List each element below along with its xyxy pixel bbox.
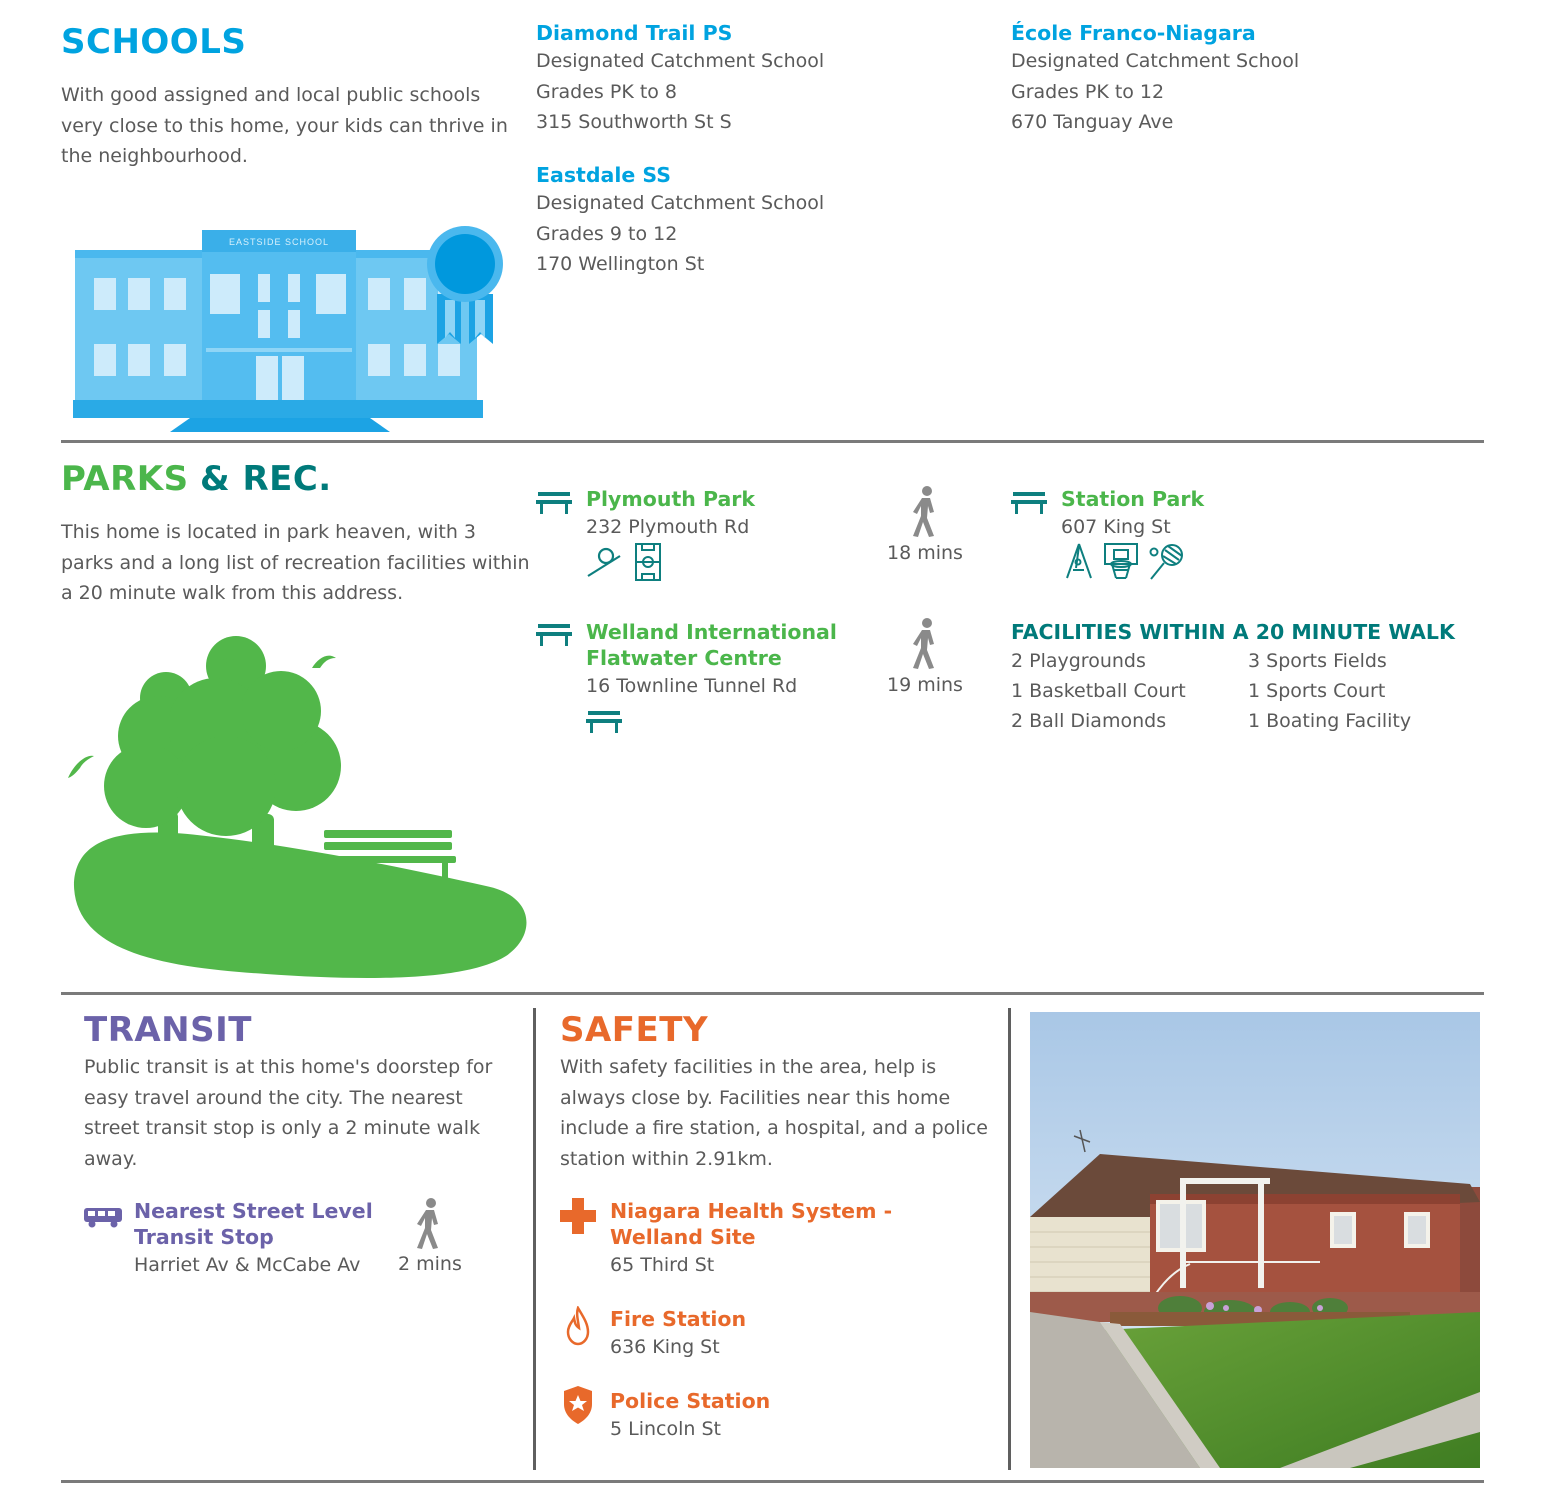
safety-description: With safety facilities in the area, help is always close by. Facilities near this home include a fire station, a hospital, and a police station within 2.91km. <box>560 1056 989 1170</box>
safety-address: 636 King St <box>610 1336 720 1358</box>
school-grades: Grades 9 to 12 <box>536 222 678 245</box>
school-item <box>536 20 824 138</box>
walk-time: 19 mins <box>887 674 963 696</box>
walking-person-icon <box>414 1198 446 1250</box>
house-photo <box>1030 1012 1480 1468</box>
sports-field-icon <box>634 542 662 582</box>
facility-item: 1 Basketball Court <box>1011 680 1186 702</box>
parks-title-part1: PARKS <box>61 459 189 499</box>
safety-name-line1: Niagara Health System - <box>610 1199 893 1223</box>
safety-name-line2: Welland Site <box>610 1225 756 1249</box>
facility-item: 3 Sports Fields <box>1248 650 1387 672</box>
park-item <box>586 486 755 543</box>
tennis-racket-icon <box>1148 542 1186 582</box>
park-name: Station Park <box>1061 487 1205 511</box>
parks-title <box>61 459 332 499</box>
safety-name: Police Station <box>610 1389 771 1413</box>
school-type: Designated Catchment School <box>536 192 825 214</box>
safety-address: 65 Third St <box>610 1254 715 1276</box>
walk-time: 2 mins <box>398 1253 462 1275</box>
school-item <box>536 162 824 280</box>
park-address: 232 Plymouth Rd <box>586 516 750 538</box>
facility-item: 1 Sports Court <box>1248 680 1386 702</box>
bench-icon <box>586 709 622 735</box>
facility-item: 2 Ball Diamonds <box>1011 710 1167 732</box>
park-illustration <box>66 636 532 982</box>
walking-person-icon <box>910 486 942 538</box>
facilities-title: FACILITIES WITHIN A 20 MINUTE WALK <box>1011 620 1455 644</box>
transit-stop-name-line1: Nearest Street Level <box>134 1199 373 1223</box>
facility-item: 1 Boating Facility <box>1248 710 1412 732</box>
schools-description: With good assigned and local public schools very close to this home, your kids can thrive in the neighbourhood. <box>61 84 508 167</box>
school-address: 170 Wellington St <box>536 253 705 275</box>
basketball-hoop-icon <box>1102 542 1140 580</box>
section-divider <box>61 1480 1484 1483</box>
park-name: Plymouth Park <box>586 487 756 511</box>
walking-person-icon <box>910 618 942 670</box>
bench-icon <box>1011 490 1047 516</box>
bench-icon <box>536 622 572 648</box>
school-address: 315 Southworth St S <box>536 111 732 133</box>
park-name-line2: Flatwater Centre <box>586 646 782 670</box>
safety-address: 5 Lincoln St <box>610 1418 721 1440</box>
bus-icon <box>84 1206 122 1228</box>
parks-title-part2: & REC. <box>199 459 332 499</box>
transit-title: TRANSIT <box>84 1010 252 1050</box>
transit-stop-address: Harriet Av & McCabe Av <box>134 1254 361 1276</box>
facilities-list <box>1011 646 1485 736</box>
school-name: Eastdale SS <box>536 163 672 187</box>
park-item <box>586 619 837 702</box>
school-item <box>1011 20 1299 138</box>
walk-time: 18 mins <box>887 542 963 564</box>
school-sign-text: EASTSIDE SCHOOL <box>228 237 330 247</box>
school-type: Designated Catchment School <box>1011 50 1300 72</box>
medical-cross-icon <box>560 1198 596 1234</box>
bench-icon <box>536 490 572 516</box>
safety-item <box>610 1198 892 1281</box>
baseball-bat-icon <box>586 544 624 580</box>
schools-title: SCHOOLS <box>61 22 247 62</box>
school-name: École Franco-Niagara <box>1011 21 1256 45</box>
column-divider <box>533 1008 536 1470</box>
transit-stop <box>134 1198 373 1281</box>
safety-item <box>610 1388 770 1445</box>
park-name-line1: Welland International <box>586 620 837 644</box>
park-item <box>1061 486 1204 543</box>
safety-item <box>610 1306 746 1363</box>
column-divider <box>1008 1008 1011 1470</box>
safety-name: Fire Station <box>610 1307 747 1331</box>
school-grades: Grades PK to 12 <box>1011 80 1165 103</box>
facility-item: 2 Playgrounds <box>1011 650 1146 672</box>
transit-description: Public transit is at this home's doorstep for easy travel around the city. The nearest street transit stop is only a 2 minute walk away. <box>84 1056 493 1170</box>
playground-swing-icon <box>1064 542 1094 580</box>
school-grades: Grades PK to 8 <box>536 80 678 103</box>
section-divider <box>61 440 1484 443</box>
police-badge-icon <box>564 1386 592 1424</box>
flame-icon <box>566 1306 590 1346</box>
school-illustration <box>70 212 520 434</box>
park-address: 16 Townline Tunnel Rd <box>586 675 798 697</box>
safety-title: SAFETY <box>560 1010 709 1050</box>
school-name: Diamond Trail PS <box>536 21 733 45</box>
park-address: 607 King St <box>1061 516 1171 538</box>
school-address: 670 Tanguay Ave <box>1011 111 1174 133</box>
transit-stop-name-line2: Transit Stop <box>134 1225 274 1249</box>
school-type: Designated Catchment School <box>536 50 825 72</box>
parks-description: This home is located in park heaven, with 3 parks and a long list of recreation facilities within a 20 minute walk from this address. <box>61 521 530 604</box>
section-divider <box>61 992 1484 995</box>
